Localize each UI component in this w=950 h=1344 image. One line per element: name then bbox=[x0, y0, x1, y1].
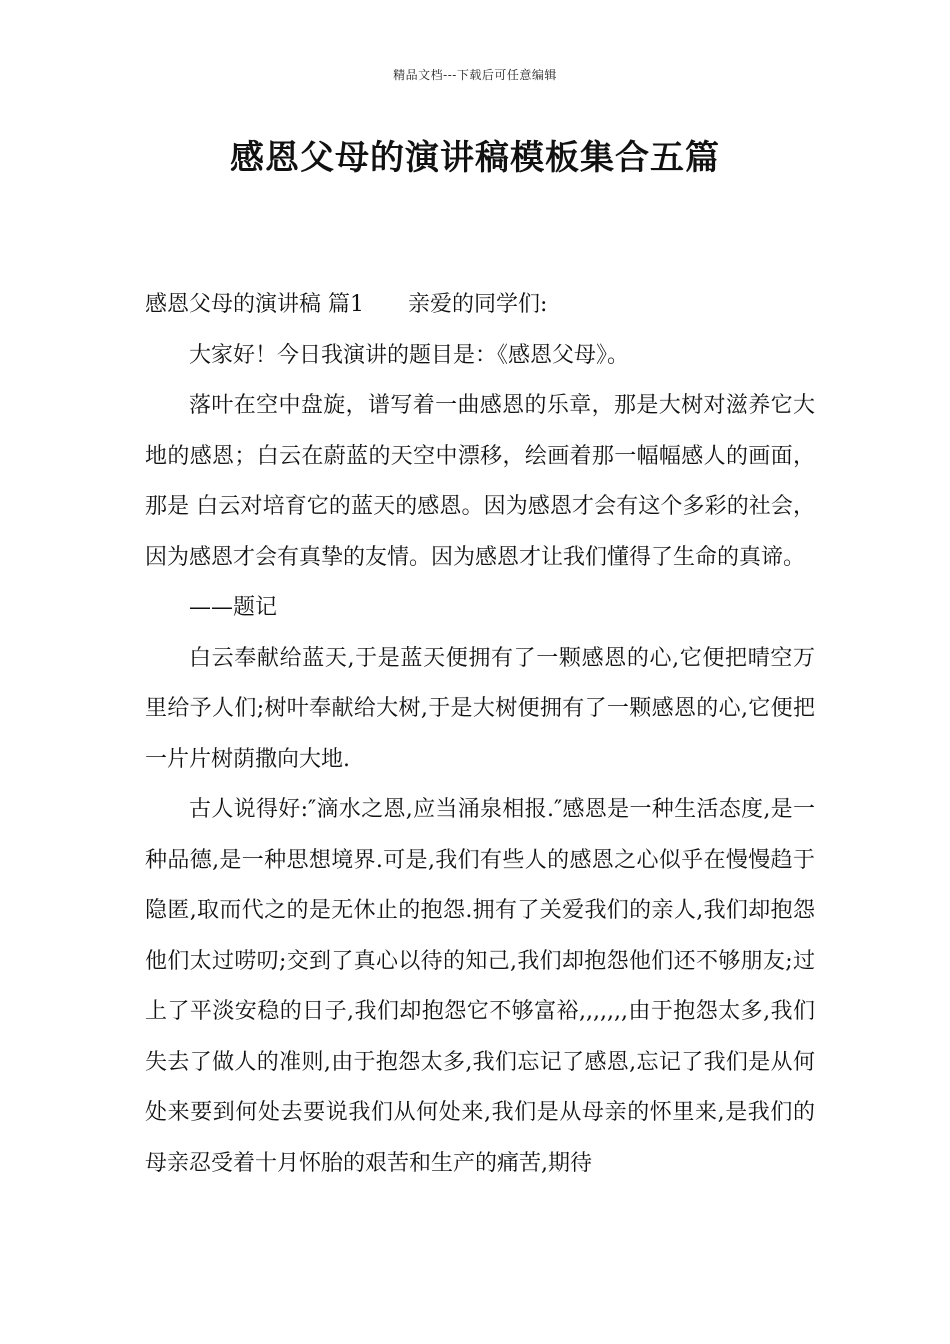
section-heading-line bbox=[145, 280, 815, 331]
paragraph-epigraph-attribution: ——题记 bbox=[189, 595, 278, 620]
paragraph: 白云奉献给蓝天,于是蓝天便拥有了一颗感恩的心,它便把晴空万里给予人们;树叶奉献给大树,于是大树便拥有了一颗感恩的心,它便把一片片树荫撒向大地. bbox=[145, 645, 815, 772]
header-note: 精品文档---下载后可任意编辑 bbox=[393, 68, 557, 82]
paragraph: 落叶在空中盘旋，谱写着一曲感恩的乐章，那是大树对滋养它大地的感恩；白云在蔚蓝的天空中漂移，绘画着那一幅幅感人的画面，那是 白云对培育它的蓝天的感恩。因为感恩才会有这个多彩的社会，因为感恩才会有真挚的友情。因为感恩才让我们懂得了生命的真谛。 bbox=[145, 393, 815, 570]
document-title: 感恩父母的演讲稿模板集合五篇 bbox=[230, 138, 720, 178]
section-heading: 感恩父母的演讲稿 篇1 bbox=[145, 292, 364, 317]
document-body bbox=[145, 280, 815, 1189]
paragraph: 大家好！今日我演讲的题目是：《感恩父母》。 bbox=[189, 342, 630, 368]
paragraph: 古人说得好:″滴水之恩,应当涌泉相报.″感恩是一种生活态度,是一种品德,是一种思想境界.可是,我们有些人的感恩之心似乎在慢慢趋于隐匿,取而代之的是无休止的抱怨.拥有了关爱我们的亲人,我们却抱怨他们太过唠叨;交到了真心以待的知己,我们却抱怨他们还不够朋友;过上了平淡安稳的日子,我们却抱怨它不够富裕,,,,,,,由于抱怨太多,我们失去了做人的准则,由于抱怨太多,我们忘记了感恩,忘记了我们是从何处来要到何处去要说我们从何处来,我们是从母亲的怀里来,是我们的母亲忍受着十月怀胎的艰苦和生产的痛苦,期待 bbox=[145, 797, 815, 1176]
greeting: 亲爱的同学们: bbox=[408, 292, 548, 317]
